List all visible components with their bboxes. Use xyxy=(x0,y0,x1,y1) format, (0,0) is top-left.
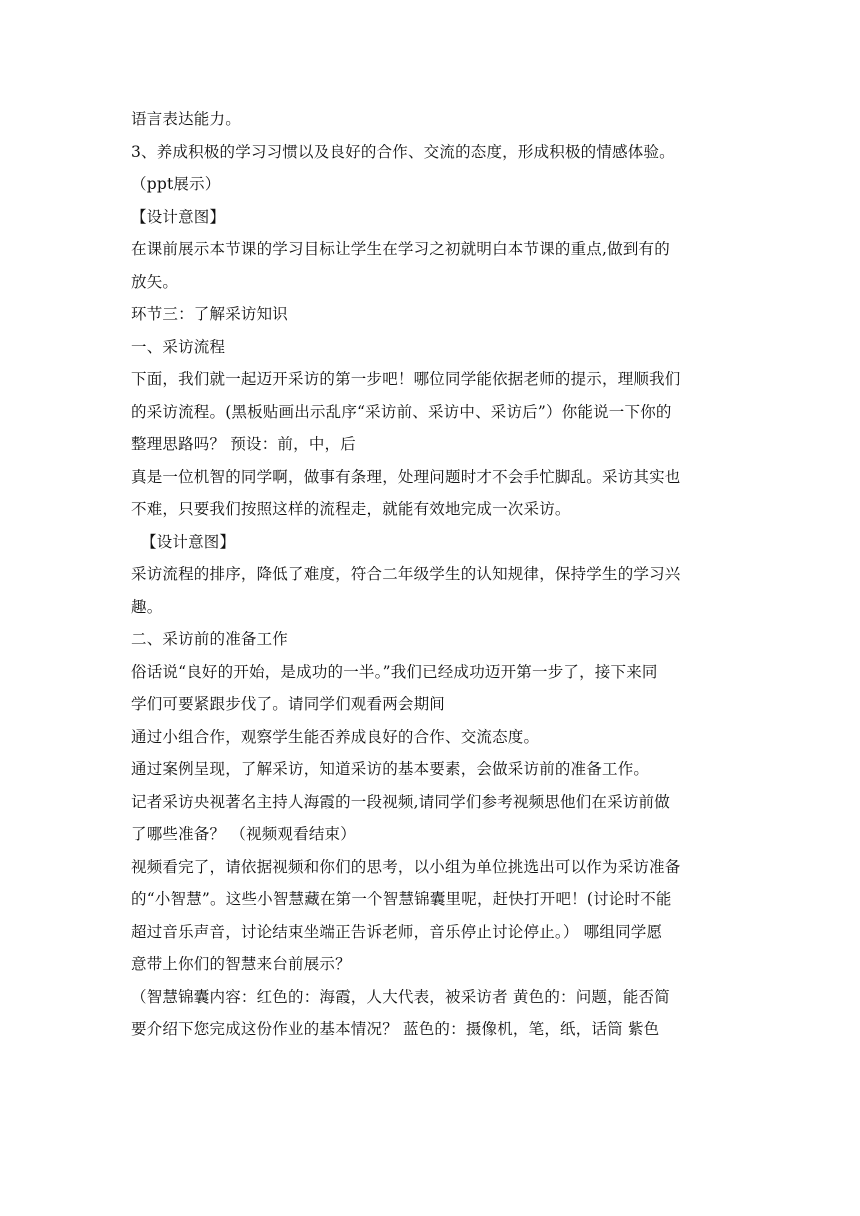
text-line: 真是一位机智的同学啊，做事有条理，处理问题时才不会手忙脚乱。采访其实也 xyxy=(131,467,681,486)
text-line: （ppt展示） xyxy=(131,175,221,193)
section-heading: 一、采访流程 xyxy=(131,337,226,356)
text-line: 语言表达能力。 xyxy=(131,110,241,128)
section-heading: 【设计意图】 xyxy=(141,532,236,551)
section-heading: 二、采访前的准备工作 xyxy=(131,630,289,648)
text-line: 趣。 xyxy=(131,597,163,616)
text-line: 意带上你们的智慧来台前展示？ xyxy=(131,955,351,973)
text-line: 3、养成积极的学习习惯以及良好的合作、交流的态度，形成积极的情感体验。 xyxy=(131,142,675,161)
document-body xyxy=(131,103,731,1046)
text-line: 不难，只要我们按照这样的流程走，就能有效地完成一次采访。 xyxy=(131,500,571,518)
text-line: 超过音乐声音，讨论结束坐端正告诉老师，音乐停止讨论停止。） 哪组同学愿 xyxy=(131,922,663,941)
text-line: 通过案例呈现，了解采访，知道采访的基本要素，会做采访前的准备工作。 xyxy=(131,760,650,778)
text-line: 了哪些准备？ （视频观看结束） xyxy=(131,825,356,843)
text-line: 在课前展示本节课的学习目标让学生在学习之初就明白本节课的重点,做到有的 xyxy=(131,240,670,258)
text-line: 整理思路吗？ 预设：前，中，后 xyxy=(131,435,356,453)
text-line: （智慧锦囊内容：红色的：海霞，人大代表，被采访者 黄色的：问题，能否简 xyxy=(131,987,670,1006)
text-line: 采访流程的排序，降低了难度，符合二年级学生的认知规律，保持学生的学习兴 xyxy=(131,565,681,583)
text-line: 下面，我们就一起迈开采访的第一步吧！哪位同学能依据老师的提示，理顺我们 xyxy=(131,370,681,388)
text-line: 的采访流程。(黑板贴画出示乱序“采访前、采访中、采访后”）你能说一下你的 xyxy=(131,402,672,421)
text-line: 放矢。 xyxy=(131,272,179,291)
text-line: 通过小组合作，观察学生能否养成良好的合作、交流态度。 xyxy=(131,727,540,746)
text-line: 俗话说“良好的开始，是成功的一半。”我们已经成功迈开第一步了，接下来同 xyxy=(131,662,658,681)
text-line: 要介绍下您完成这份作业的基本情况？ 蓝色的：摄像机，笔，纸，话筒 紫色 xyxy=(131,1020,660,1038)
text-line: 记者采访央视著名主持人海霞的一段视频,请同学们参考视频思他们在采访前做 xyxy=(131,792,670,811)
text-line: 的“小智慧”。这些小智慧藏在第一个智慧锦囊里呢，赶快打开吧！(讨论时不能 xyxy=(131,890,672,908)
section-heading: 环节三：了解采访知识 xyxy=(131,305,289,323)
section-heading: 【设计意图】 xyxy=(131,207,226,226)
text-line: 视频看完了，请依据视频和你们的思考，以小组为单位挑选出可以作为采访准备 xyxy=(131,857,681,876)
text-line: 学们可要紧跟步伐了。请同学们观看两会期间 xyxy=(131,695,446,713)
